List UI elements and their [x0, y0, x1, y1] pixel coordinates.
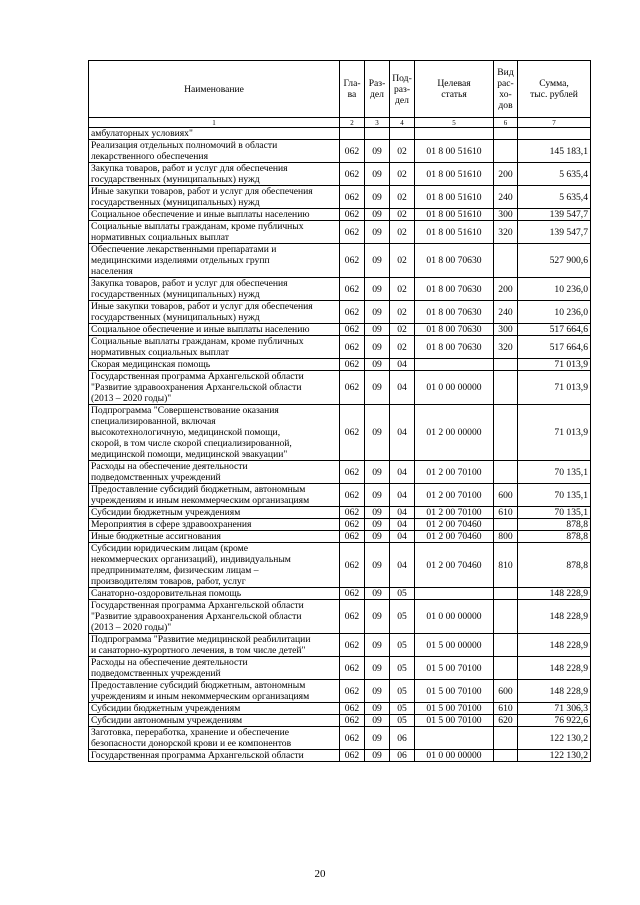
cell-chapter: 062 — [340, 301, 365, 324]
cell-section — [365, 128, 390, 140]
column-number: 2 — [340, 118, 365, 128]
cell-subsection: 04 — [390, 543, 415, 588]
cell-target: 01 8 00 51610 — [415, 163, 494, 186]
cell-target: 01 8 00 51610 — [415, 140, 494, 163]
cell-name: Расходы на обеспечение деятельности подведомственных учреждений — [89, 657, 340, 680]
cell-subsection: 04 — [390, 371, 415, 405]
header-name: Наименование — [89, 61, 340, 118]
cell-chapter: 062 — [340, 543, 365, 588]
cell-name: Подпрограмма "Совершенствование оказания специализированной, включая высокотехнологичную, медицинской помощи, скорой, в том числе скорой специализированной, медицинской помощи, медицинской эвакуации" — [89, 405, 340, 461]
cell-target: 01 2 00 00000 — [415, 405, 494, 461]
cell-expense-type: 600 — [494, 680, 518, 703]
cell-amount: 145 183,1 — [518, 140, 591, 163]
cell-chapter: 062 — [340, 209, 365, 221]
table-row — [89, 405, 591, 461]
cell-amount: 71 013,9 — [518, 371, 591, 405]
column-number: 3 — [365, 118, 390, 128]
table-row — [89, 680, 591, 703]
cell-amount: 148 228,9 — [518, 588, 591, 600]
cell-subsection: 04 — [390, 519, 415, 531]
cell-amount: 71 013,9 — [518, 405, 591, 461]
table-row — [89, 278, 591, 301]
cell-name: Иные закупки товаров, работ и услуг для обеспечения государственных (муниципальных) нужд — [89, 301, 340, 324]
budget-table — [88, 60, 591, 762]
table-row — [89, 543, 591, 588]
cell-amount: 10 236,0 — [518, 278, 591, 301]
cell-section: 09 — [365, 727, 390, 750]
table-row — [89, 703, 591, 715]
cell-chapter: 062 — [340, 519, 365, 531]
table-row — [89, 657, 591, 680]
cell-name: Расходы на обеспечение деятельности подведомственных учреждений — [89, 461, 340, 484]
header-expense-type: Вид рас- хо- дов — [494, 61, 518, 118]
cell-subsection: 02 — [390, 221, 415, 244]
table-row — [89, 715, 591, 727]
cell-section: 09 — [365, 461, 390, 484]
cell-expense-type: 810 — [494, 543, 518, 588]
cell-target — [415, 588, 494, 600]
cell-subsection: 04 — [390, 531, 415, 543]
cell-chapter: 062 — [340, 278, 365, 301]
cell-section: 09 — [365, 324, 390, 336]
cell-name: Субсидии бюджетным учреждениям — [89, 703, 340, 715]
cell-amount: 70 135,1 — [518, 507, 591, 519]
cell-name: Государственная программа Архангельской области "Развитие здравоохранения Архангельской области (2013 – 2020 годы)" — [89, 371, 340, 405]
cell-expense-type — [494, 405, 518, 461]
cell-chapter: 062 — [340, 405, 365, 461]
cell-target: 01 8 00 51610 — [415, 186, 494, 209]
cell-chapter: 062 — [340, 657, 365, 680]
cell-target: 01 8 00 70630 — [415, 244, 494, 278]
table-row — [89, 163, 591, 186]
cell-subsection — [390, 128, 415, 140]
cell-subsection: 04 — [390, 507, 415, 519]
cell-subsection: 02 — [390, 244, 415, 278]
cell-section: 09 — [365, 634, 390, 657]
table-row — [89, 301, 591, 324]
cell-expense-type — [494, 588, 518, 600]
cell-target: 01 0 00 00000 — [415, 750, 494, 762]
cell-subsection: 05 — [390, 600, 415, 634]
cell-section: 09 — [365, 221, 390, 244]
page-number: 20 — [314, 868, 326, 880]
cell-target: 01 5 00 00000 — [415, 634, 494, 657]
cell-section: 09 — [365, 600, 390, 634]
cell-name: Обеспечение лекарственными препаратами и медицинскими изделиями отдельных групп населения — [89, 244, 340, 278]
cell-section: 09 — [365, 244, 390, 278]
cell-amount: 76 922,6 — [518, 715, 591, 727]
cell-name: Мероприятия в сфере здравоохранения — [89, 519, 340, 531]
table-row — [89, 519, 591, 531]
cell-chapter: 062 — [340, 221, 365, 244]
cell-target: 01 8 00 70630 — [415, 278, 494, 301]
table-row — [89, 461, 591, 484]
table-row — [89, 634, 591, 657]
header-subsection: Под- раз- дел — [390, 61, 415, 118]
cell-name: Иные бюджетные ассигнования — [89, 531, 340, 543]
cell-section: 09 — [365, 519, 390, 531]
cell-subsection: 05 — [390, 588, 415, 600]
cell-subsection: 02 — [390, 278, 415, 301]
cell-amount: 517 664,6 — [518, 324, 591, 336]
cell-chapter: 062 — [340, 371, 365, 405]
cell-amount: 148 228,9 — [518, 680, 591, 703]
cell-chapter: 062 — [340, 336, 365, 359]
cell-amount — [518, 128, 591, 140]
cell-name: Заготовка, переработка, хранение и обеспечение безопасности донорской крови и ее компонентов — [89, 727, 340, 750]
cell-subsection: 05 — [390, 703, 415, 715]
cell-section: 09 — [365, 209, 390, 221]
cell-chapter: 062 — [340, 703, 365, 715]
table-row — [89, 221, 591, 244]
table-body — [89, 128, 591, 762]
cell-expense-type: 200 — [494, 278, 518, 301]
cell-section: 09 — [365, 703, 390, 715]
cell-section: 09 — [365, 715, 390, 727]
cell-target: 01 2 00 70100 — [415, 484, 494, 507]
cell-subsection: 04 — [390, 359, 415, 371]
cell-expense-type — [494, 519, 518, 531]
cell-amount: 139 547,7 — [518, 221, 591, 244]
table-row — [89, 371, 591, 405]
cell-chapter: 062 — [340, 244, 365, 278]
cell-chapter: 062 — [340, 484, 365, 507]
cell-name: Социальные выплаты гражданам, кроме публичных нормативных социальных выплат — [89, 221, 340, 244]
header-amount: Сумма, тыс. рублей — [518, 61, 591, 118]
cell-name: Санаторно-оздоровительная помощь — [89, 588, 340, 600]
cell-target: 01 2 00 70460 — [415, 531, 494, 543]
cell-target: 01 5 00 70100 — [415, 703, 494, 715]
cell-expense-type — [494, 600, 518, 634]
cell-section: 09 — [365, 336, 390, 359]
cell-name: Социальное обеспечение и иные выплаты населению — [89, 324, 340, 336]
cell-name: Социальное обеспечение и иные выплаты населению — [89, 209, 340, 221]
column-number: 5 — [415, 118, 494, 128]
cell-subsection: 02 — [390, 336, 415, 359]
table-row — [89, 588, 591, 600]
cell-amount: 148 228,9 — [518, 600, 591, 634]
cell-subsection: 02 — [390, 301, 415, 324]
cell-chapter: 062 — [340, 163, 365, 186]
cell-name: Скорая медицинская помощь — [89, 359, 340, 371]
cell-chapter: 062 — [340, 324, 365, 336]
cell-name: Закупка товаров, работ и услуг для обеспечения государственных (муниципальных) нужд — [89, 163, 340, 186]
cell-target: 01 8 00 70630 — [415, 336, 494, 359]
header-row — [89, 61, 591, 118]
cell-expense-type — [494, 634, 518, 657]
cell-section: 09 — [365, 588, 390, 600]
cell-expense-type: 240 — [494, 186, 518, 209]
cell-name: Реализация отдельных полномочий в области лекарственного обеспечения — [89, 140, 340, 163]
cell-amount: 148 228,9 — [518, 657, 591, 680]
cell-amount: 71 013,9 — [518, 359, 591, 371]
header-target: Целевая статья — [415, 61, 494, 118]
cell-section: 09 — [365, 140, 390, 163]
table-row — [89, 507, 591, 519]
cell-target: 01 2 00 70460 — [415, 543, 494, 588]
cell-expense-type: 620 — [494, 715, 518, 727]
cell-section: 09 — [365, 543, 390, 588]
cell-expense-type: 320 — [494, 221, 518, 244]
cell-subsection: 05 — [390, 634, 415, 657]
table-row — [89, 244, 591, 278]
cell-subsection: 04 — [390, 484, 415, 507]
cell-name: Субсидии автономным учреждениям — [89, 715, 340, 727]
cell-name: Государственная программа Архангельской области "Развитие здравоохранения Архангельской области (2013 – 2020 годы)" — [89, 600, 340, 634]
cell-chapter: 062 — [340, 186, 365, 209]
cell-section: 09 — [365, 301, 390, 324]
cell-subsection: 05 — [390, 715, 415, 727]
cell-expense-type: 300 — [494, 209, 518, 221]
cell-section: 09 — [365, 531, 390, 543]
cell-amount: 517 664,6 — [518, 336, 591, 359]
cell-name: Предоставление субсидий бюджетным, автономным учреждениям и иным некоммерческим организациям — [89, 680, 340, 703]
cell-expense-type — [494, 140, 518, 163]
cell-target: 01 8 00 51610 — [415, 221, 494, 244]
column-number: 1 — [89, 118, 340, 128]
table-row — [89, 209, 591, 221]
cell-amount: 5 635,4 — [518, 186, 591, 209]
cell-amount: 878,8 — [518, 531, 591, 543]
cell-name: Субсидии бюджетным учреждениям — [89, 507, 340, 519]
cell-chapter: 062 — [340, 507, 365, 519]
cell-expense-type — [494, 371, 518, 405]
cell-name: Социальные выплаты гражданам, кроме публичных нормативных социальных выплат — [89, 336, 340, 359]
cell-target: 01 0 00 00000 — [415, 371, 494, 405]
column-number-row — [89, 118, 591, 128]
cell-expense-type: 800 — [494, 531, 518, 543]
cell-section: 09 — [365, 507, 390, 519]
cell-target — [415, 359, 494, 371]
cell-target: 01 5 00 70100 — [415, 680, 494, 703]
cell-expense-type: 610 — [494, 703, 518, 715]
cell-chapter: 062 — [340, 359, 365, 371]
cell-name: амбулаторных условиях" — [89, 128, 340, 140]
table-row — [89, 336, 591, 359]
cell-amount: 122 130,2 — [518, 727, 591, 750]
cell-target: 01 5 00 70100 — [415, 715, 494, 727]
table-row — [89, 186, 591, 209]
cell-name: Государственная программа Архангельской области — [89, 750, 340, 762]
cell-section: 09 — [365, 405, 390, 461]
cell-chapter: 062 — [340, 680, 365, 703]
table-row — [89, 324, 591, 336]
cell-subsection: 02 — [390, 324, 415, 336]
cell-expense-type: 320 — [494, 336, 518, 359]
table-row — [89, 128, 591, 140]
cell-section: 09 — [365, 163, 390, 186]
cell-subsection: 02 — [390, 140, 415, 163]
cell-name: Закупка товаров, работ и услуг для обеспечения государственных (муниципальных) нужд — [89, 278, 340, 301]
table-row — [89, 484, 591, 507]
table-row — [89, 359, 591, 371]
cell-target: 01 2 00 70100 — [415, 507, 494, 519]
cell-amount: 878,8 — [518, 543, 591, 588]
cell-name: Субсидии юридическим лицам (кроме некоммерческих организаций), индивидуальным предпринимателям, физическим лицам – производителям товаров, работ, услуг — [89, 543, 340, 588]
cell-chapter: 062 — [340, 461, 365, 484]
cell-amount: 71 306,3 — [518, 703, 591, 715]
cell-amount: 70 135,1 — [518, 461, 591, 484]
cell-subsection: 06 — [390, 750, 415, 762]
cell-subsection: 02 — [390, 186, 415, 209]
cell-chapter — [340, 128, 365, 140]
cell-amount: 878,8 — [518, 519, 591, 531]
cell-expense-type — [494, 727, 518, 750]
cell-chapter: 062 — [340, 715, 365, 727]
cell-expense-type: 610 — [494, 507, 518, 519]
cell-subsection: 02 — [390, 209, 415, 221]
cell-amount: 122 130,2 — [518, 750, 591, 762]
cell-amount: 70 135,1 — [518, 484, 591, 507]
cell-amount: 527 900,6 — [518, 244, 591, 278]
cell-expense-type: 300 — [494, 324, 518, 336]
cell-target — [415, 727, 494, 750]
cell-chapter: 062 — [340, 634, 365, 657]
cell-section: 09 — [365, 750, 390, 762]
cell-expense-type — [494, 359, 518, 371]
cell-subsection: 02 — [390, 163, 415, 186]
cell-amount: 139 547,7 — [518, 209, 591, 221]
cell-section: 09 — [365, 680, 390, 703]
cell-chapter: 062 — [340, 727, 365, 750]
table-row — [89, 600, 591, 634]
cell-chapter: 062 — [340, 588, 365, 600]
cell-target — [415, 128, 494, 140]
cell-expense-type: 200 — [494, 163, 518, 186]
cell-subsection: 06 — [390, 727, 415, 750]
cell-target: 01 8 00 51610 — [415, 209, 494, 221]
cell-section: 09 — [365, 484, 390, 507]
cell-subsection: 04 — [390, 461, 415, 484]
cell-target: 01 2 00 70460 — [415, 519, 494, 531]
cell-expense-type — [494, 244, 518, 278]
cell-expense-type — [494, 657, 518, 680]
cell-expense-type: 240 — [494, 301, 518, 324]
cell-name: Предоставление субсидий бюджетным, автономным учреждениям и иным некоммерческим организациям — [89, 484, 340, 507]
cell-section: 09 — [365, 371, 390, 405]
header-section: Раз- дел — [365, 61, 390, 118]
cell-name: Подпрограмма "Развитие медицинской реабилитации и санаторно-курортного лечения, в том числе детей" — [89, 634, 340, 657]
cell-chapter: 062 — [340, 140, 365, 163]
cell-subsection: 05 — [390, 680, 415, 703]
cell-subsection: 04 — [390, 405, 415, 461]
cell-section: 09 — [365, 657, 390, 680]
cell-section: 09 — [365, 186, 390, 209]
cell-section: 09 — [365, 278, 390, 301]
cell-chapter: 062 — [340, 750, 365, 762]
header-chapter: Гла- ва — [340, 61, 365, 118]
cell-expense-type — [494, 461, 518, 484]
cell-target: 01 2 00 70100 — [415, 461, 494, 484]
cell-amount: 10 236,0 — [518, 301, 591, 324]
table-row — [89, 750, 591, 762]
table-row — [89, 140, 591, 163]
cell-target: 01 8 00 70630 — [415, 301, 494, 324]
cell-name: Иные закупки товаров, работ и услуг для обеспечения государственных (муниципальных) нужд — [89, 186, 340, 209]
table-row — [89, 531, 591, 543]
cell-target: 01 5 00 70100 — [415, 657, 494, 680]
cell-expense-type — [494, 128, 518, 140]
cell-expense-type: 600 — [494, 484, 518, 507]
cell-chapter: 062 — [340, 600, 365, 634]
cell-section: 09 — [365, 359, 390, 371]
cell-target: 01 8 00 70630 — [415, 324, 494, 336]
column-number: 6 — [494, 118, 518, 128]
cell-target: 01 0 00 00000 — [415, 600, 494, 634]
cell-expense-type — [494, 750, 518, 762]
cell-amount: 148 228,9 — [518, 634, 591, 657]
table-row — [89, 727, 591, 750]
column-number: 4 — [390, 118, 415, 128]
column-number: 7 — [518, 118, 591, 128]
cell-chapter: 062 — [340, 531, 365, 543]
cell-amount: 5 635,4 — [518, 163, 591, 186]
cell-subsection: 05 — [390, 657, 415, 680]
